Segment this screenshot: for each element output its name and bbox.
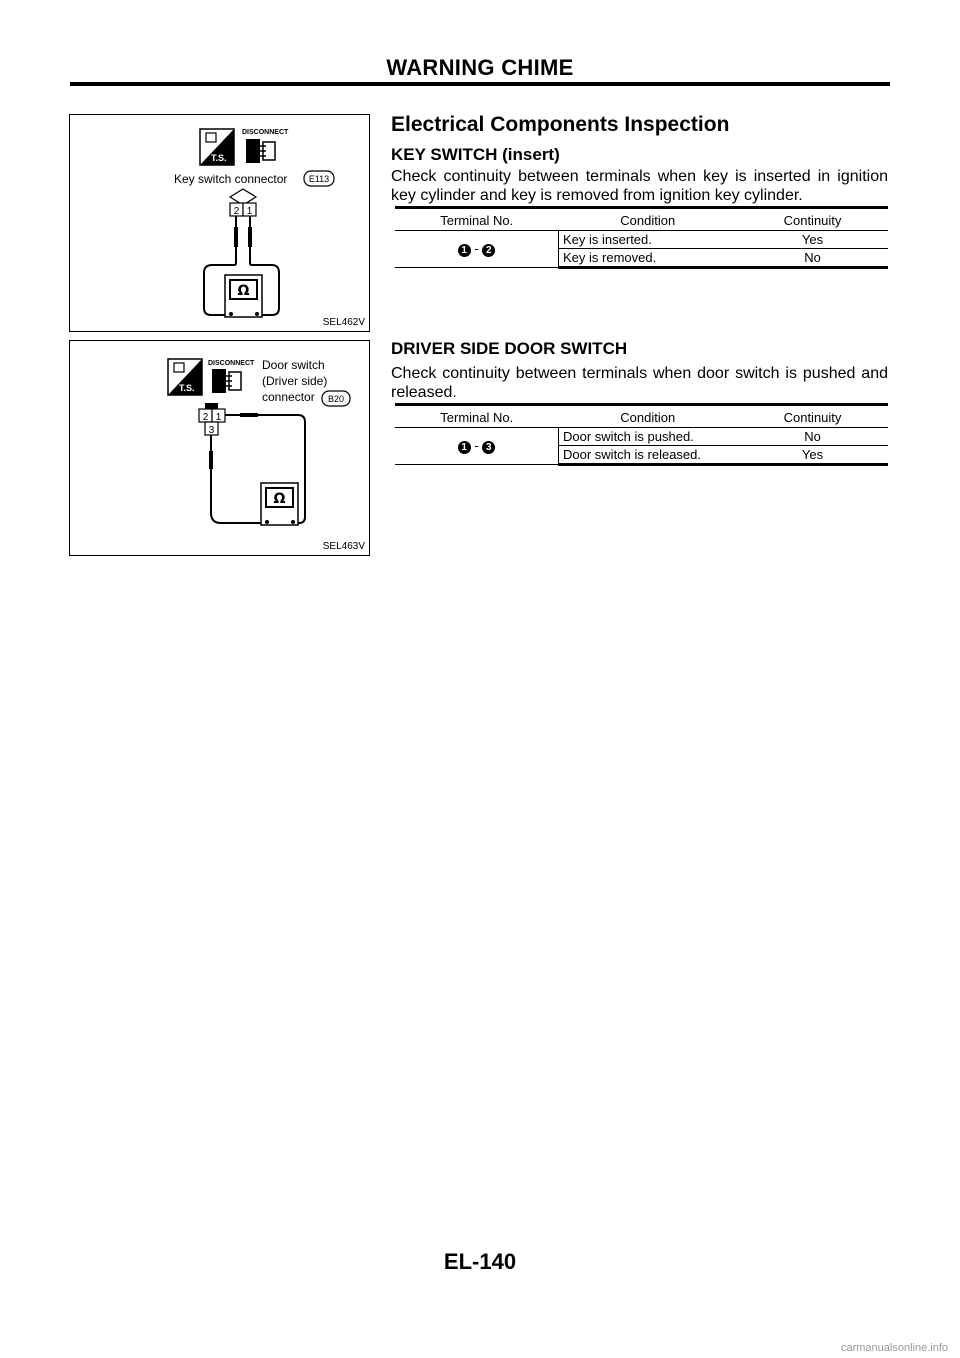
terminal-cell: 1 - 2 (395, 231, 559, 268)
continuity-cell: Yes (737, 231, 888, 249)
svg-text:2: 2 (233, 206, 240, 217)
col-condition: Condition (559, 405, 738, 428)
svg-text:Ω: Ω (273, 491, 286, 507)
svg-text:1: 1 (246, 206, 253, 217)
key-switch-description: Check continuity between terminals when key is inserted in ignition key cylinder and key is removed from ignition key cylinder. (391, 168, 888, 204)
figure-code: SEL463V (322, 541, 365, 552)
page-number: EL-140 (443, 1249, 517, 1274)
terminal-marker: 3 (482, 441, 495, 454)
connector-label: Key switch connector (174, 172, 288, 186)
col-terminal: Terminal No. (395, 405, 559, 428)
svg-text:2: 2 (202, 412, 209, 423)
col-continuity: Continuity (737, 208, 888, 231)
figure-door-switch (69, 340, 370, 556)
terminal-cell: 1 - 3 (395, 428, 559, 465)
terminal-marker: 1 (458, 244, 471, 257)
key-switch-table (395, 206, 888, 269)
terminal-marker: 1 (458, 441, 471, 454)
continuity-cell: No (737, 249, 888, 268)
section-title: Electrical Components Inspection (391, 113, 730, 136)
svg-text:3: 3 (208, 425, 215, 436)
table-row (395, 231, 888, 249)
connector-id-badge (322, 391, 350, 406)
continuity-cell: No (737, 428, 888, 446)
svg-text:T.S.: T.S. (211, 153, 227, 163)
svg-text:B20: B20 (327, 394, 345, 404)
col-terminal: Terminal No. (395, 208, 559, 231)
page-header-title: WARNING CHIME (386, 55, 574, 80)
ts-icon (200, 129, 234, 165)
ohmmeter-icon (261, 483, 298, 525)
disconnect-icon (242, 129, 289, 163)
ts-icon (168, 359, 202, 395)
disconnect-icon (208, 360, 255, 393)
svg-text:E113: E113 (308, 174, 330, 184)
figure-key-switch (69, 114, 370, 332)
door-switch-table (395, 403, 888, 466)
svg-text:T.S.: T.S. (179, 383, 195, 393)
condition-cell: Door switch is pushed. (559, 428, 738, 446)
key-switch-title: KEY SWITCH (insert) (391, 145, 560, 164)
svg-text:Ω: Ω (237, 283, 250, 299)
continuity-cell: Yes (737, 446, 888, 465)
figure-code: SEL462V (322, 317, 365, 328)
col-condition: Condition (559, 208, 738, 231)
ohmmeter-icon (225, 275, 262, 317)
svg-text:1: 1 (215, 412, 222, 423)
watermark: carmanualsonline.info (840, 1342, 948, 1354)
condition-cell: Key is removed. (559, 249, 738, 268)
connector-label-line-3: connector (262, 390, 315, 404)
door-switch-title: DRIVER SIDE DOOR SWITCH (391, 339, 628, 358)
door-switch-description: Check continuity between terminals when door switch is pushed and released. (391, 365, 888, 401)
door-switch-diagram (70, 341, 369, 555)
terminal-marker: 2 (482, 244, 495, 257)
condition-cell: Key is inserted. (559, 231, 738, 249)
connector-label-line-2: (Driver side) (262, 374, 328, 388)
svg-text:DISCONNECT: DISCONNECT (242, 129, 289, 136)
table-row (395, 428, 888, 446)
connector-id-badge (304, 171, 334, 186)
condition-cell: Door switch is released. (559, 446, 738, 465)
connector-label-line-1: Door switch (262, 358, 325, 372)
key-switch-diagram (70, 115, 369, 331)
svg-text:DISCONNECT: DISCONNECT (208, 360, 255, 367)
col-continuity: Continuity (737, 405, 888, 428)
header-rule (70, 82, 890, 86)
